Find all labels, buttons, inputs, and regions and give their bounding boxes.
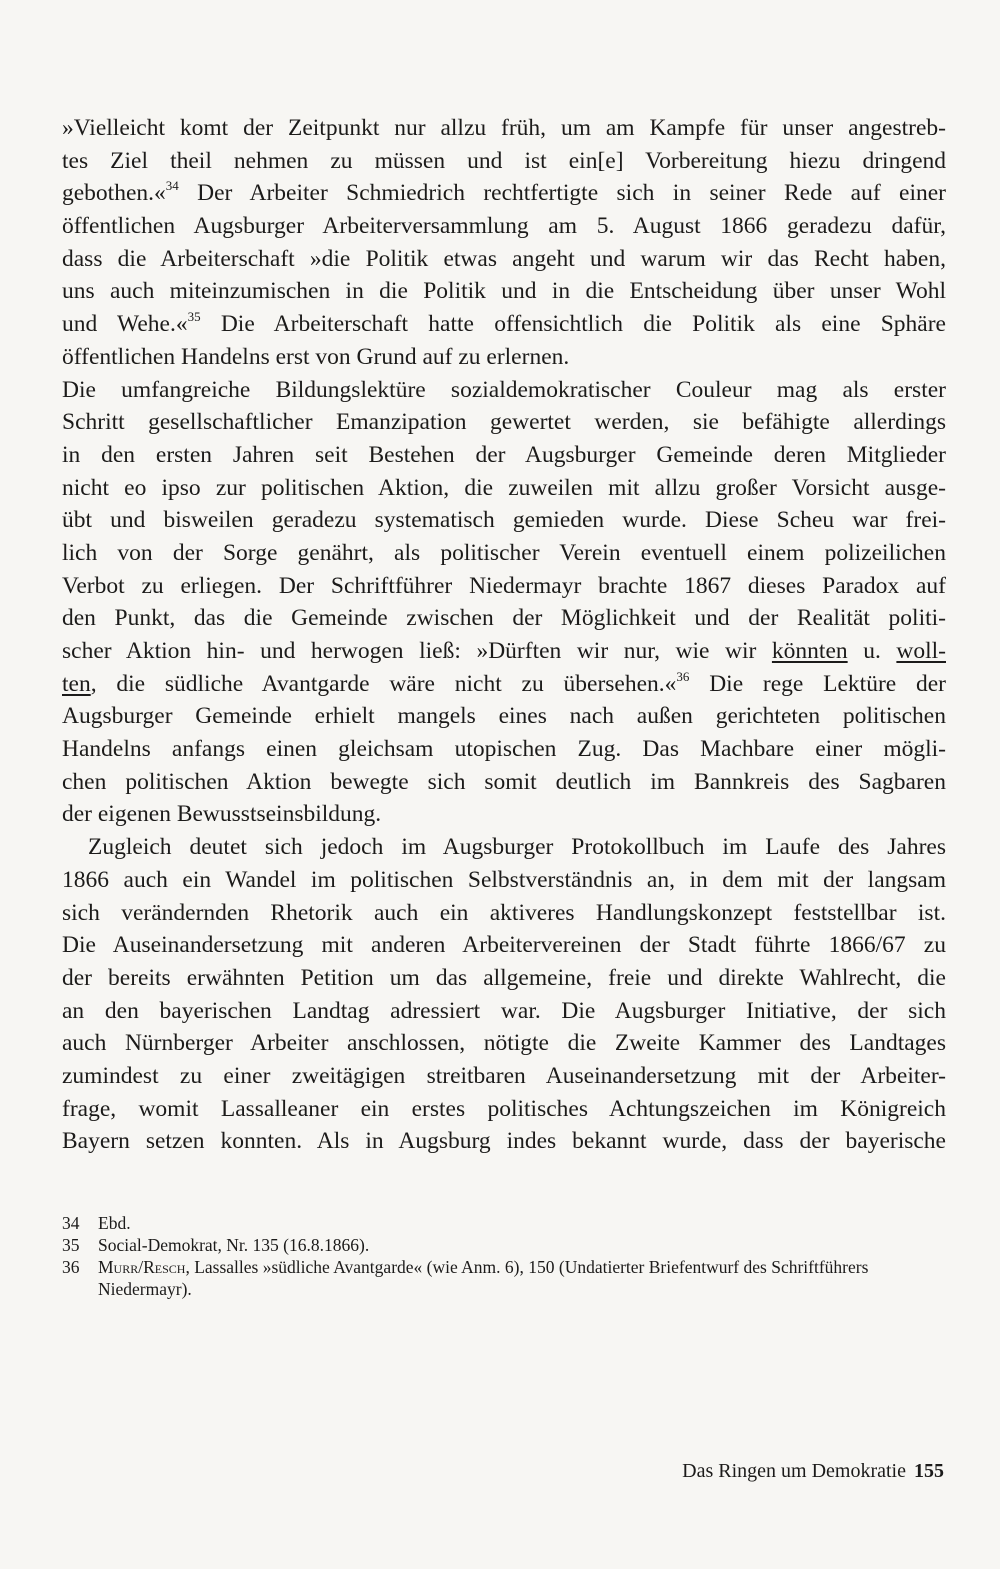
running-title: Das Ringen um Demokratie — [682, 1460, 906, 1482]
footnote-ref: 35 — [187, 309, 201, 325]
text-line: und Wehe.«$^{35}$ Die Arbeiterschaft hatte offensichtlich die Politik als eine Sphäre — [62, 309, 946, 338]
footnote-text: Social-Demokrat, Nr. 135 (16.8.1866). — [98, 1235, 370, 1255]
text-line: in den ersten Jahren seit Bestehen der Augsburger Gemeinde deren Mitglieder — [62, 441, 946, 468]
footnote-author: Murr/Resch — [98, 1257, 186, 1277]
text-line: Bayern setzen konnten. Als in Augsburg indes bekannt wurde, dass der bayerische — [62, 1128, 946, 1155]
text-line: an den bayerischen Landtag adressiert war. Die Augsburger Initiative, der sich — [62, 997, 946, 1024]
text-line: tes Ziel theil nehmen zu müssen und ist ein[e] Vorbereitung hiezu dringend — [62, 147, 946, 174]
text-line: zumindest zu einer zweitägigen streitbaren Auseinandersetzung mit der Arbeiter- — [62, 1062, 946, 1089]
text-line: Augsburger Gemeinde erhielt mangels eines nach außen gerichteten politischen — [62, 703, 946, 730]
text-line: scher Aktion hin- und herwogen ließ: »Dürften wir nur, wie wir könnten u. woll- — [62, 638, 946, 664]
text-line: übt und bisweilen geradezu systematisch gemieden wurde. Diese Scheu war frei- — [62, 507, 946, 534]
text-line: Handelns anfangs einen gleichsam utopischen Zug. Das Machbare einer mögli- — [62, 736, 946, 763]
text-line: der bereits erwähnten Petition um das allgemeine, freie und direkte Wahlrecht, die — [62, 964, 946, 991]
text-line: ten, die südliche Avantgarde wäre nicht zu übersehen.«$^{36}$ Die rege Lektüre der — [62, 668, 946, 697]
text-line: öffentlichen Augsburger Arbeiterversammlung am 5. August 1866 geradezu dafür, — [62, 213, 946, 240]
text-line: »Vielleicht komt der Zeitpunkt nur allzu früh, um am Kampfe für unser angestreb- — [62, 115, 946, 141]
text-line: Die umfangreiche Bildungslektüre sozialdemokratischer Couleur mag als erster — [62, 376, 946, 403]
footnotes — [62, 1212, 946, 1300]
text-line: 1866 auch ein Wandel im politischen Selbstverständnis an, in dem mit der langsam — [62, 866, 946, 893]
footnote-text: Ebd. — [98, 1213, 131, 1233]
text-line: Schritt gesellschaftlicher Emanzipation gewertet werden, sie befähigte allerdings — [62, 409, 946, 436]
text-line: dass die Arbeiterschaft »die Politik etwas angeht und warum wir das Recht haben, — [62, 245, 946, 272]
text-line: nicht eo ipso zur politischen Aktion, die zuweilen mit allzu großer Vorsicht ausge- — [62, 474, 946, 501]
footnote-number: 36 — [62, 1257, 80, 1277]
running-footer — [682, 1460, 944, 1483]
text-line: Zugleich deutet sich jedoch im Augsburger Protokollbuch im Laufe des Jahres — [88, 834, 946, 861]
text-line: Die Auseinandersetzung mit anderen Arbeitervereinen der Stadt führte 1866/67 zu — [62, 932, 946, 959]
main-text — [62, 112, 946, 1158]
text-line: uns auch miteinzumischen in die Politik und in die Entscheidung über unser Wohl — [62, 278, 946, 305]
text-line: gebothen.«$^{34}$ Der Arbeiter Schmiedrich rechtfertigte sich in seiner Rede auf einer — [62, 178, 946, 207]
footnote — [62, 1212, 946, 1234]
footnote — [62, 1234, 946, 1256]
text-line: Verbot zu erliegen. Der Schriftführer Niedermayr brachte 1867 dieses Paradox auf — [62, 572, 946, 599]
footnote-ref: 34 — [165, 178, 179, 194]
footnote-text: Murr/Resch, Lassalles »südliche Avantgarde« (wie Anm. 6), 150 (Undatierter Briefentwurf des Schriftführers Niedermayr). — [98, 1257, 869, 1299]
text-line: chen politischen Aktion bewegte sich somit deutlich im Bannkreis des Sagbaren — [62, 768, 946, 795]
text-line: auch Nürnberger Arbeiter anschlossen, nötigte die Zweite Kammer des Landtages — [62, 1030, 946, 1057]
text-line: sich verändernden Rhetorik auch ein aktiveres Handlungskonzept feststellbar ist. — [62, 899, 946, 926]
text-line: frage, womit Lassalleaner ein erstes politisches Achtungszeichen im Königreich — [62, 1095, 946, 1122]
text-line: lich von der Sorge genährt, als politischer Verein eventuell einem polizeilichen — [62, 539, 946, 566]
page-number: 155 — [914, 1460, 944, 1482]
footnote-ref: 36 — [676, 668, 690, 684]
footnote — [62, 1256, 946, 1300]
text-line: der eigenen Bewusstseinsbildung. — [62, 801, 382, 828]
footnote-number: 35 — [62, 1235, 80, 1255]
text-line: öffentlichen Handelns erst von Grund auf zu erlernen. — [62, 343, 570, 370]
footnote-number: 34 — [62, 1213, 80, 1233]
text-line: den Punkt, das die Gemeinde zwischen der Möglichkeit und der Realität politi- — [62, 605, 946, 632]
